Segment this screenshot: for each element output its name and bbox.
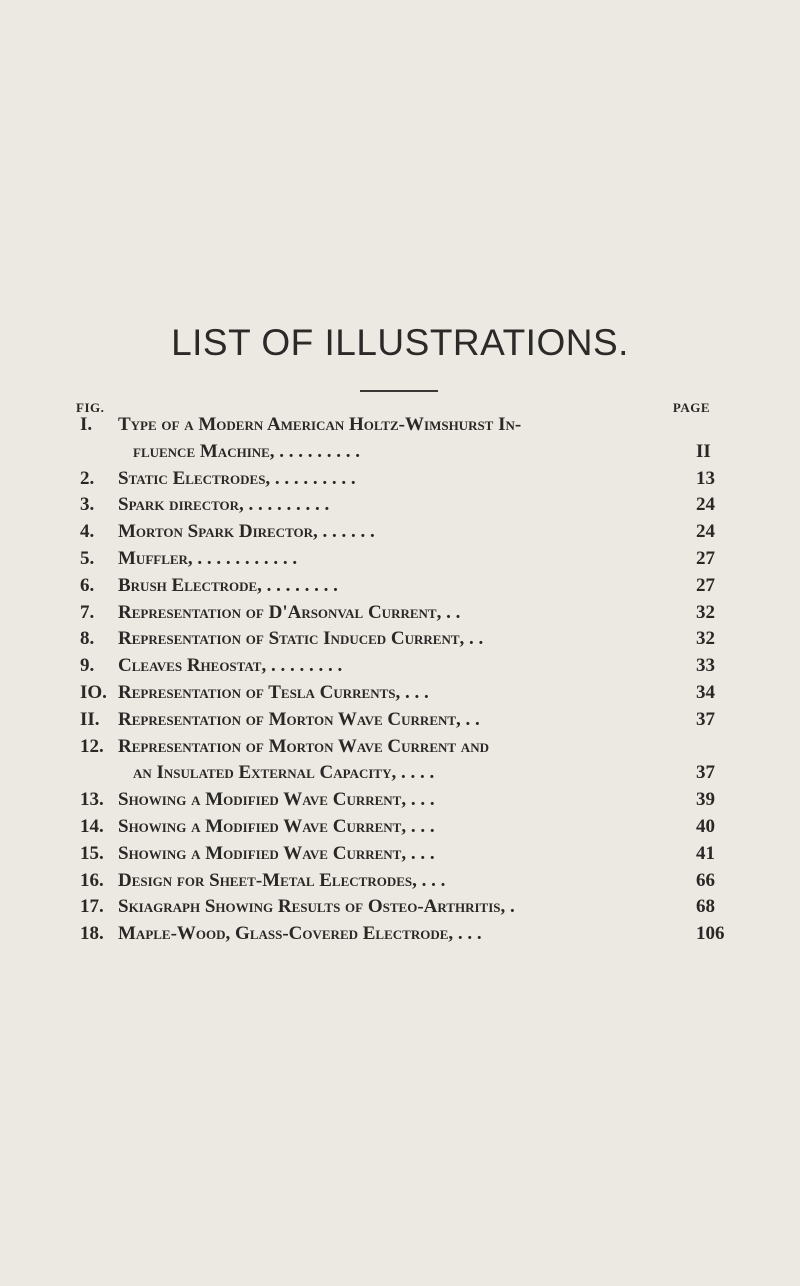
list-item bbox=[0, 465, 800, 492]
page-number: 37 bbox=[696, 708, 715, 730]
list-item bbox=[0, 920, 800, 947]
list-item bbox=[0, 438, 800, 465]
figure-number: 17. bbox=[80, 896, 104, 918]
figure-caption: Type of a Modern American Holtz-Wimshurst In- bbox=[118, 414, 522, 435]
figure-number: II. bbox=[80, 708, 100, 730]
list-item bbox=[0, 759, 800, 786]
figure-caption: Spark director, . . . . . . . . . bbox=[118, 494, 330, 516]
figure-caption: Morton Spark Director, . . . . . . bbox=[118, 521, 375, 543]
title-rule bbox=[360, 390, 438, 392]
figure-number: 15. bbox=[80, 842, 104, 864]
page-number: 27 bbox=[696, 574, 715, 596]
list-item bbox=[0, 733, 800, 760]
figure-caption: Representation of D'Arsonval Current, . . bbox=[118, 601, 461, 623]
list-item bbox=[0, 893, 800, 920]
figure-number: IO. bbox=[80, 682, 107, 703]
figure-caption: Static Electrodes, . . . . . . . . . bbox=[118, 467, 356, 489]
page-number: 34 bbox=[696, 682, 715, 703]
figure-number: 6. bbox=[80, 574, 95, 596]
list-item bbox=[0, 706, 800, 733]
page-number: II bbox=[696, 440, 711, 462]
figure-caption: Muffler, . . . . . . . . . . . bbox=[118, 548, 298, 569]
figure-caption: Cleaves Rheostat, . . . . . . . . bbox=[118, 655, 343, 677]
figure-caption: Showing a Modified Wave Current, . . . bbox=[118, 789, 435, 811]
page-number: 32 bbox=[696, 601, 715, 623]
page-number: 27 bbox=[696, 548, 715, 569]
figure-caption: Representation of Static Induced Current, . . bbox=[118, 628, 484, 650]
figure-number: 8. bbox=[80, 628, 95, 650]
page-number: 32 bbox=[696, 628, 715, 650]
figure-caption: an Insulated External Capacity, . . . . bbox=[133, 762, 435, 784]
figure-number: 13. bbox=[80, 789, 104, 811]
figure-number: 3. bbox=[80, 494, 95, 516]
page-number: 40 bbox=[696, 816, 715, 837]
page-number: 37 bbox=[696, 762, 715, 784]
list-item bbox=[0, 599, 800, 626]
list-item bbox=[0, 867, 800, 894]
figure-number: I. bbox=[80, 414, 93, 435]
figure-caption: Showing a Modified Wave Current, . . . bbox=[118, 816, 435, 837]
list-item bbox=[0, 813, 800, 840]
figure-caption: Skiagraph Showing Results of Osteo-Arthritis, . bbox=[118, 896, 515, 918]
list-item bbox=[0, 518, 800, 545]
figure-caption: fluence Machine, . . . . . . . . . bbox=[133, 440, 361, 462]
page-number: 66 bbox=[696, 869, 715, 891]
figure-caption: Maple-Wood, Glass-Covered Electrode, . . . bbox=[118, 923, 482, 945]
figure-caption: Representation of Tesla Currents, . . . bbox=[118, 682, 429, 703]
figure-number: 7. bbox=[80, 601, 95, 623]
page-column-header: PAGE bbox=[672, 400, 710, 415]
list-item bbox=[0, 625, 800, 652]
list-item bbox=[0, 652, 800, 679]
page-number: 39 bbox=[696, 789, 715, 811]
list-item bbox=[0, 679, 800, 706]
page-number: 41 bbox=[696, 842, 715, 864]
page-number: 106 bbox=[696, 923, 725, 945]
figure-number: 4. bbox=[80, 521, 95, 543]
figure-number: 5. bbox=[80, 548, 95, 569]
page-number: 33 bbox=[696, 655, 715, 677]
list-item bbox=[0, 411, 800, 438]
figure-caption: Showing a Modified Wave Current, . . . bbox=[118, 842, 435, 864]
figure-caption: Representation of Morton Wave Current, . . bbox=[118, 708, 480, 730]
list-item bbox=[0, 840, 800, 867]
figure-caption: Design for Sheet-Metal Electrodes, . . . bbox=[118, 869, 446, 891]
figure-caption: Brush Electrode, . . . . . . . . bbox=[118, 574, 338, 596]
page-number: 24 bbox=[696, 494, 715, 516]
fig-column-header: FIG. bbox=[76, 400, 105, 415]
figure-caption: Representation of Morton Wave Current and bbox=[118, 735, 489, 757]
page-number: 24 bbox=[696, 521, 715, 543]
page-number: 68 bbox=[696, 896, 715, 918]
figure-number: 2. bbox=[80, 467, 95, 489]
figure-number: 16. bbox=[80, 869, 104, 891]
figure-number: 12. bbox=[80, 735, 104, 757]
page-title: LIST OF ILLUSTRATIONS. bbox=[171, 322, 629, 363]
figure-number: 14. bbox=[80, 816, 104, 837]
list-item bbox=[0, 491, 800, 518]
list-item bbox=[0, 572, 800, 599]
figure-number: 18. bbox=[80, 923, 104, 945]
list-item bbox=[0, 786, 800, 813]
figure-number: 9. bbox=[80, 655, 95, 677]
list-item bbox=[0, 545, 800, 572]
page-number: 13 bbox=[696, 467, 715, 489]
